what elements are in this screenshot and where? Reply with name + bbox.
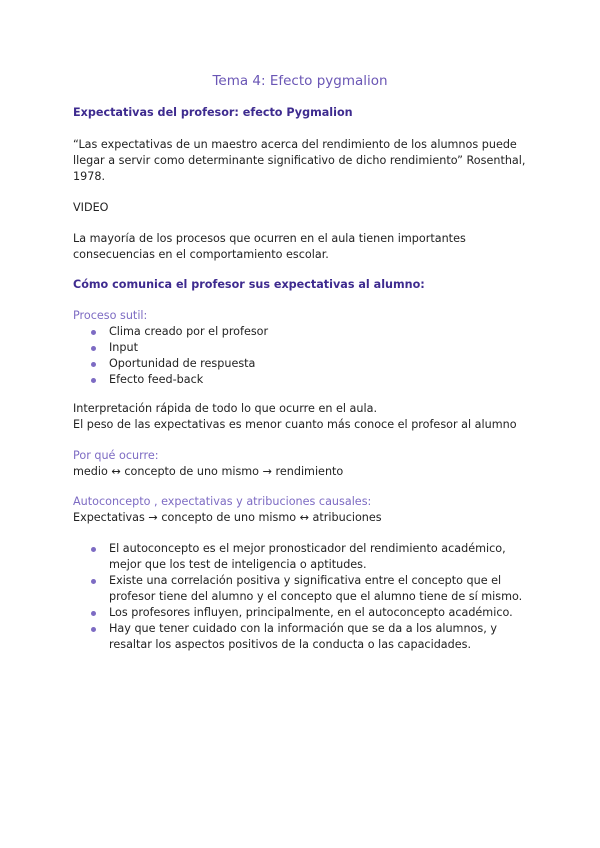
list-item: Oportunidad de respuesta <box>73 356 533 372</box>
text-line: Interpretación rápida de todo lo que ocurre en el aula. <box>73 402 378 415</box>
list-item-line: Los profesores influyen, principalmente, en el autoconcepto académico. <box>109 606 513 619</box>
subheading: Proceso sutil: <box>73 309 148 322</box>
bullet-list <box>73 541 543 653</box>
section-comunica <box>73 277 533 293</box>
quote-line: llegar a servir como determinante significativo de dicho rendimiento” Rosenthal, <box>73 154 526 167</box>
quote-line: “Las expectativas de un maestro acerca del rendimiento de los alumnos puede <box>73 138 517 151</box>
video-label-block <box>73 200 533 216</box>
text-line: medio ↔ concepto de uno mismo → rendimiento <box>73 465 344 478</box>
quote-block <box>73 137 533 185</box>
list-item <box>73 621 543 653</box>
list-item: Clima creado por el profesor <box>73 324 533 340</box>
paragraph-block <box>73 231 533 263</box>
quote-line: 1978. <box>73 170 106 183</box>
list-item-line: Hay que tener cuidado con la información que se da a los alumnos, y <box>109 622 497 635</box>
list-item-line: Existe una correlación positiva y significativa entre el concepto que el <box>109 574 502 587</box>
list-item-line: resaltar los aspectos positivos de la conducta o las capacidades. <box>109 638 472 651</box>
bullet-list <box>73 324 533 388</box>
list-item <box>73 605 543 621</box>
text-line: El peso de las expectativas es menor cuanto más conoce el profesor al alumno <box>73 418 517 431</box>
subheading: Autoconcepto , expectativas y atribuciones causales: <box>73 495 372 508</box>
list-item: Input <box>73 340 533 356</box>
section-heading: Cómo comunica el profesor sus expectativas al alumno: <box>73 278 425 291</box>
list-item <box>73 541 543 573</box>
subheading: Por qué ocurre: <box>73 449 159 462</box>
section-heading: Expectativas del profesor: efecto Pygmalion <box>73 106 353 119</box>
page-title: Tema 4: Efecto pygmalion <box>212 73 388 89</box>
autoconcepto-block <box>73 494 533 526</box>
list-item <box>73 573 543 605</box>
paragraph-line: consecuencias en el comportamiento escolar. <box>73 248 329 261</box>
autoconcepto-bullets <box>73 541 543 653</box>
section-expectativas <box>73 105 533 121</box>
por-que-block <box>73 448 533 480</box>
paragraph-line: La mayoría de los procesos que ocurren en el aula tienen importantes <box>73 232 466 245</box>
proceso-sutil-block <box>73 308 533 388</box>
list-item-line: El autoconcepto es el mejor pronosticador del rendimiento académico, <box>109 542 506 555</box>
text-line: Expectativas → concepto de uno mismo ↔ atribuciones <box>73 511 382 524</box>
video-label: VIDEO <box>73 201 109 214</box>
list-item-line: mejor que los test de inteligencia o aptitudes. <box>109 558 367 571</box>
list-item: Efecto feed-back <box>73 372 533 388</box>
interpretation-block <box>73 401 533 433</box>
list-item-line: profesor tiene del alumno y el concepto que el alumno tiene de sí mismo. <box>109 590 523 603</box>
